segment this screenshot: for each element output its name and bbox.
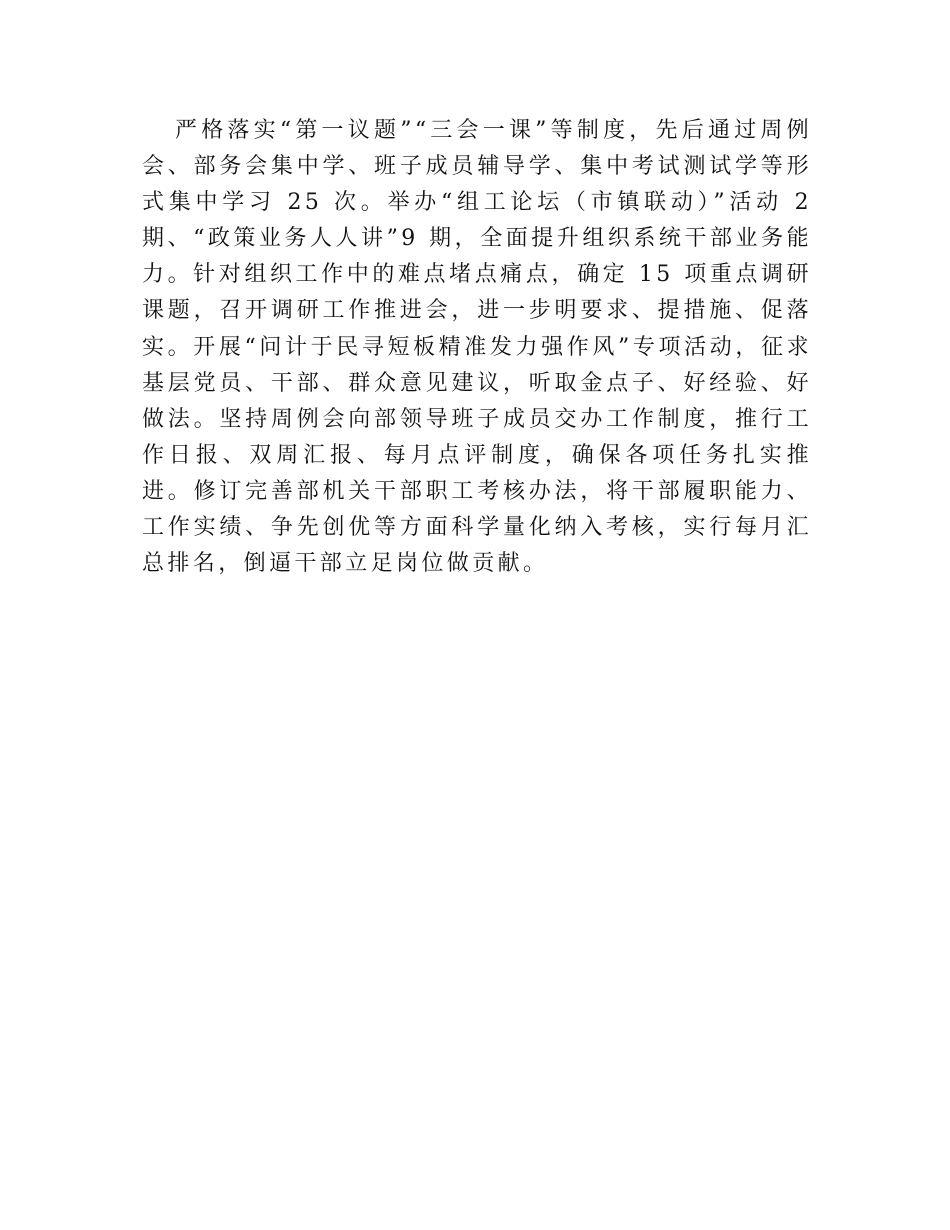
body-paragraph: 严格落实“第一议题”“三会一课”等制度，先后通过周例会、部务会集中学、班子成员辅导学、集中考试测试学等形式集中学习 25 次。举办“组工论坛（市镇联动）”活动 2 期、“政策业务人人讲”9 期，全面提升组织系统干部业务能力。针对组织工作中的难点堵点痛点，确定 15 项重点调研课题，召开调研工作推进会，进一步明要求、提措施、促落实。开展“问计于民寻短板精准发力强作风”专项活动，征求基层党员、干部、群众意见建议，听取金点子、好经验、好做法。坚持周例会向部领导班子成员交办工作制度，推行工作日报、双周汇报、每月点评制度，确保各项任务扎实推进。修订完善部机关干部职工考核办法，将干部履职能力、工作实绩、争先创优等方面科学量化纳入考核，实行每月汇总排名，倒逼干部立足岗位做贡献。 xyxy=(142,118,812,577)
